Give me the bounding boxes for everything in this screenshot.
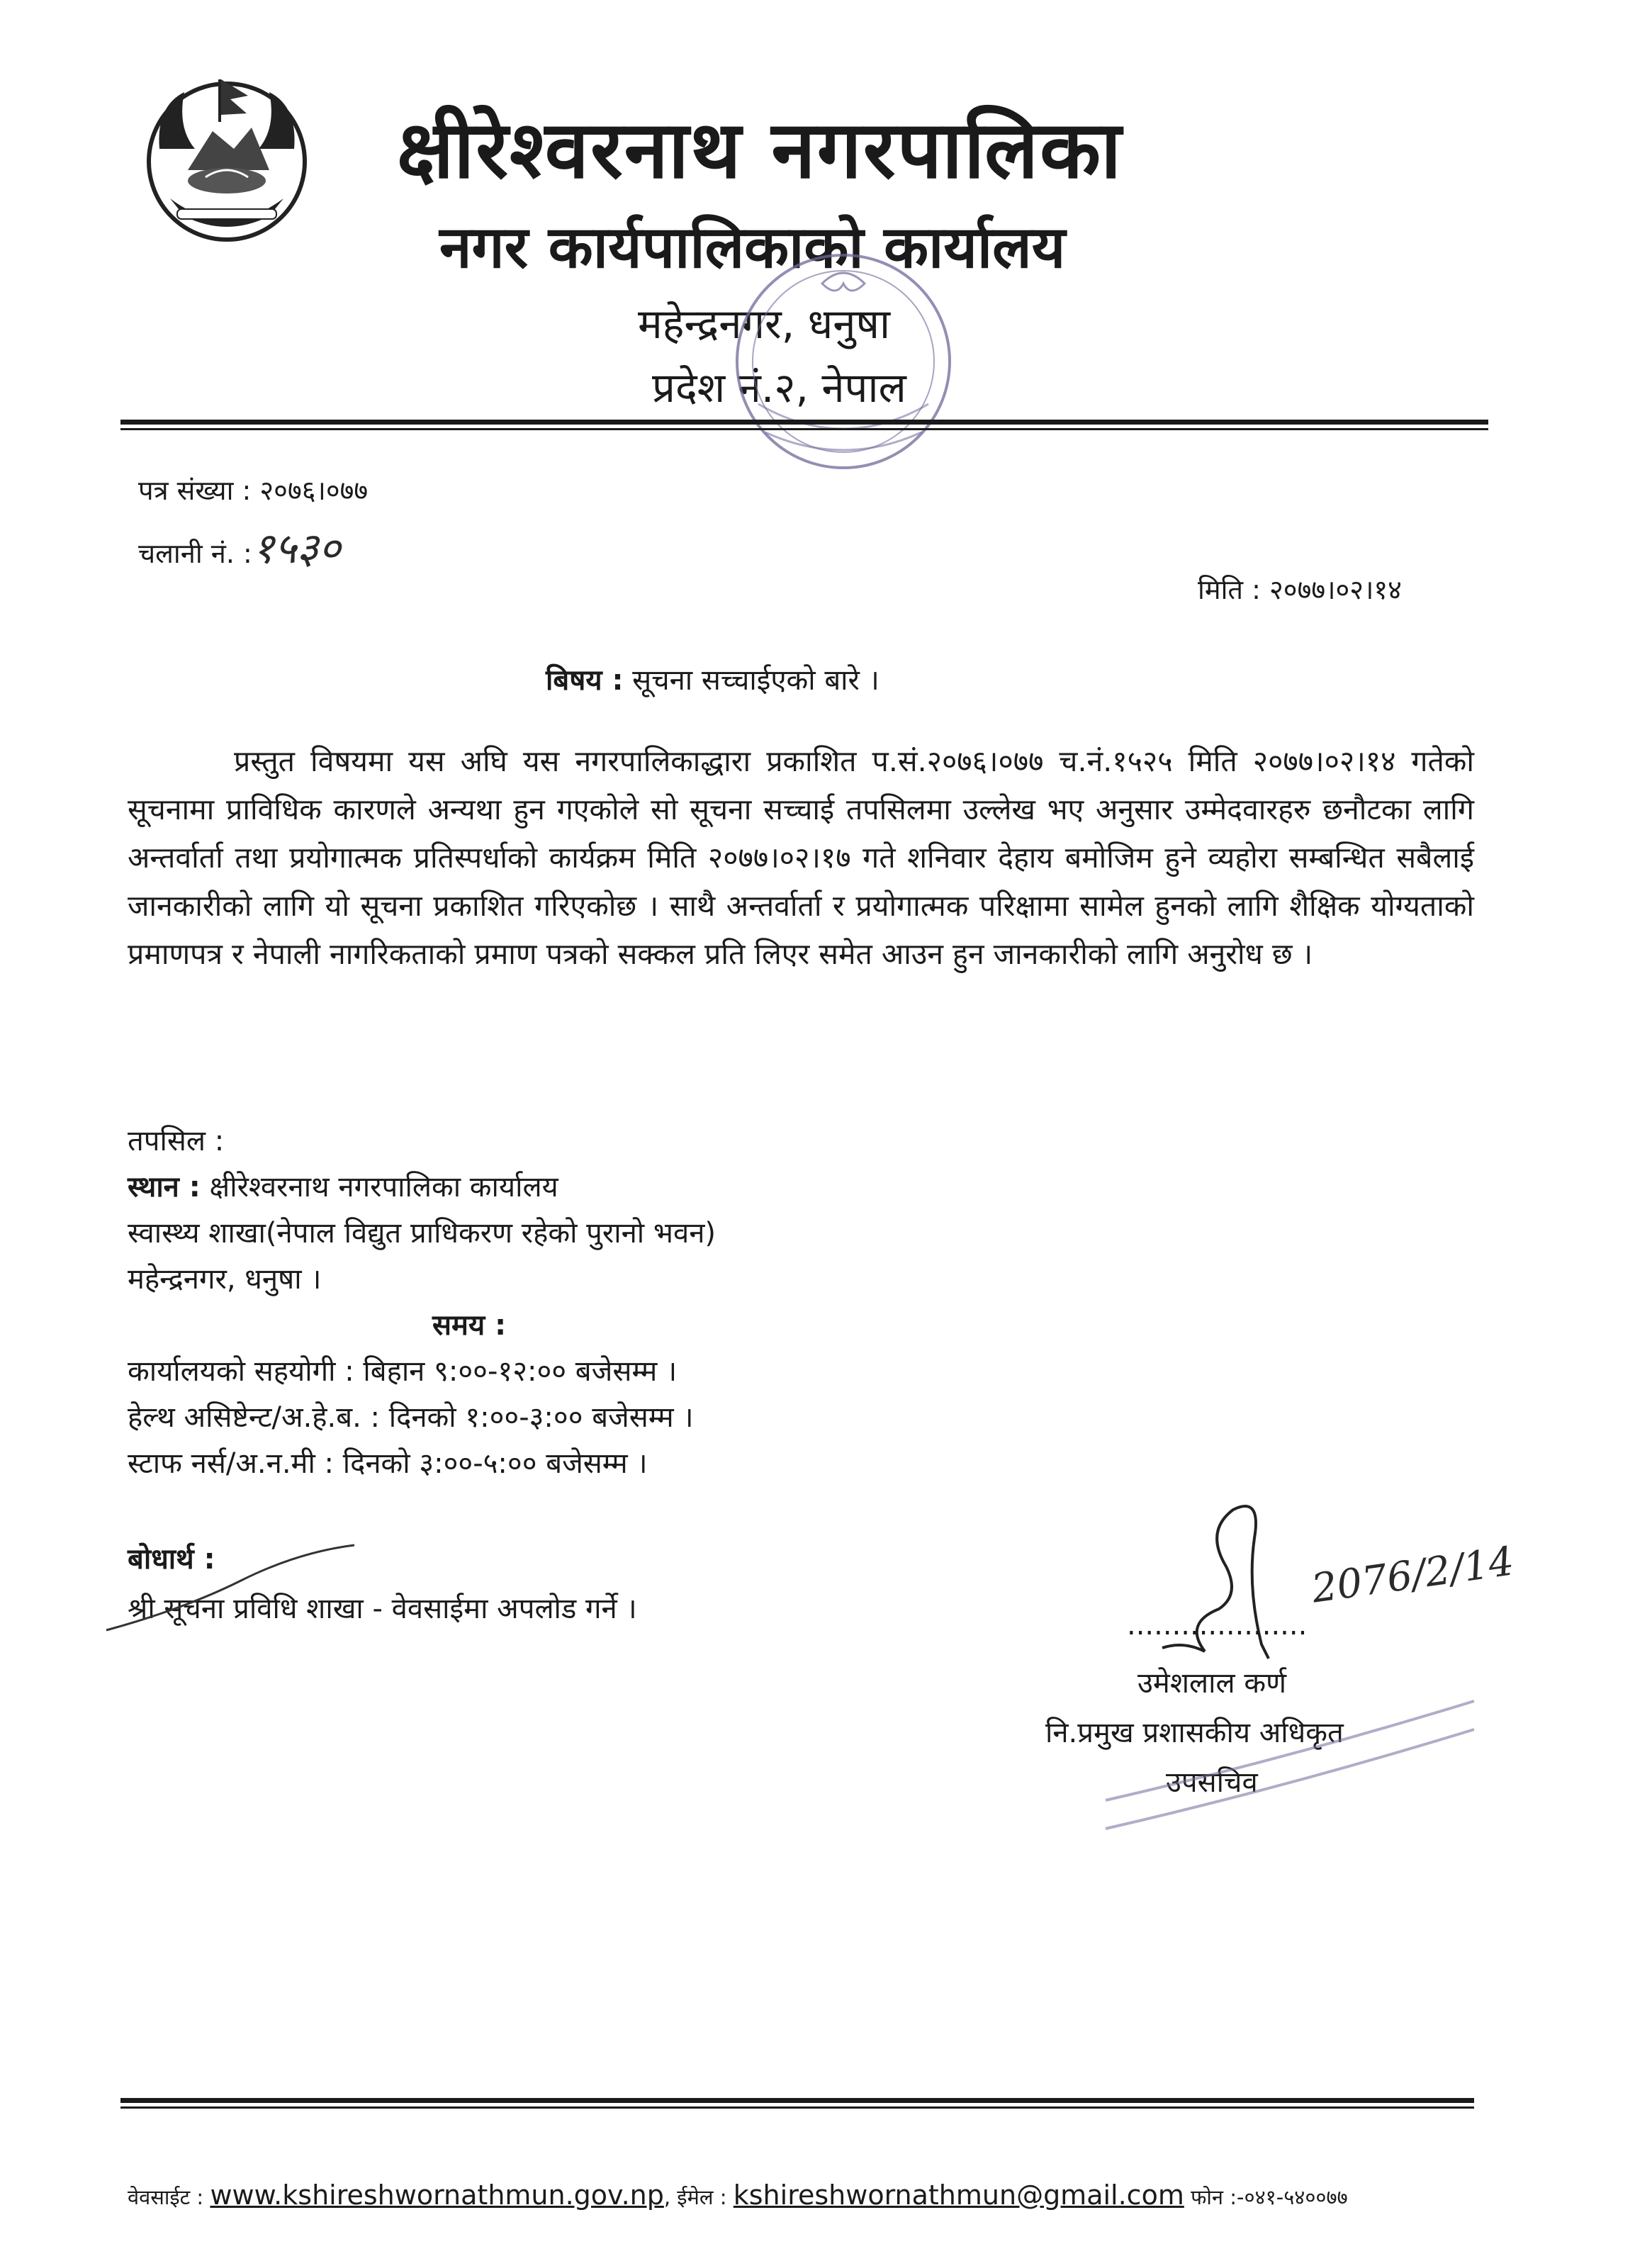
schedule-item: स्टाफ नर्स/अ.न.मी : दिनको ३:००-५:०० बजेसम्म । <box>128 1447 648 1480</box>
cc-label: बोधार्थ : <box>128 1543 215 1576</box>
dispatch-number: चलानी नं. :१५३० <box>138 524 341 573</box>
schedule-item: हेल्थ असिष्टेन्ट/अ.हे.ब. : दिनको १:००-३:०० बजेसम्म । <box>128 1401 694 1434</box>
email-link[interactable]: kshireshwornathmun@gmail.com <box>733 2179 1184 2211</box>
website-link[interactable]: www.kshireshwornathmun.gov.np <box>210 2179 664 2211</box>
address-line-1: महेन्द्रनगर, धनुषा <box>638 300 891 348</box>
office-subtitle: नगर कार्यपालिकाको कार्यालय <box>439 214 1066 281</box>
municipality-title: क्षीरेश्वरनाथ नगरपालिका <box>397 104 1123 196</box>
signatory-rank: उपसचिव <box>1166 1766 1258 1799</box>
signatory-name: उमेशलाल कर्ण <box>1137 1667 1286 1700</box>
header-divider-thin <box>120 428 1488 430</box>
pen-stroke-mark <box>99 1538 369 1644</box>
cc-line: श्री सूचना प्रविधि शाखा - वेवसाईमा अपलोड गर्ने । <box>128 1593 637 1625</box>
letter-number: पत्र संख्या : २०७६।०७७ <box>138 475 369 506</box>
address-line-2: प्रदेश नं.२, नेपाल <box>652 364 906 412</box>
notice-body: प्रस्तुत विषयमा यस अघि यस नगरपालिकाद्धारा प्रकाशित प.सं.२०७६।०७७ च.नं.१५२५ मिति २०७७।०२।१४ गतेको सूचनामा प्राविधिक कारणले अन्यथा हुन गएकोले सो सूचना सच्चाई तपसिलमा उल्लेख भए अनुसार उम्मेदवारहरु छनौटका लागि अन्तर्वार्ता तथा प्रयोगात्मक प्रतिस्पर्धाको कार्यक्रम मिति २०७७।०२।१७ गते शनिवार देहाय बमोजिम हुने व्यहोरा सम्बन्धित सबैलाई जानकारीको लागि यो सूचना प्रकाशित गरिएकोछ । साथै अन्तर्वार्ता र प्रयोगात्मक परिक्षामा सामेल हुनको लागि शैक्षिक योग्यताको प्रमाणपत्र र नेपाली नागरिकताको प्रमाण पत्रको सक्कल प्रति लिएर समेत आउन हुन जानकारीको लागि अनुरोध छ । <box>128 744 1474 971</box>
footer-divider-thick <box>120 2098 1474 2103</box>
venue-line-1: स्थान : क्षीरेश्वरनाथ नगरपालिका कार्यालय <box>128 1171 558 1204</box>
details-heading: तपसिल : <box>128 1125 225 1157</box>
signature-dots: .................... <box>1127 1609 1308 1642</box>
signatory-designation: नि.प्रमुख प्रशासकीय अधिकृत <box>1045 1717 1344 1749</box>
letter-subject: बिषय : सूचना सच्चाईएको बारे । <box>546 664 880 697</box>
venue-line-2: स्वास्थ्य शाखा(नेपाल विद्युत प्राधिकरण रहेको पुरानो भवन) <box>128 1217 717 1250</box>
letter-date: मिति : २०७७।०२।१४ <box>1198 574 1402 605</box>
schedule-item: कार्यालयको सहयोगी : बिहान ९:००-१२:०० बजेसम्म । <box>128 1355 678 1388</box>
footer-divider-thin <box>120 2106 1474 2109</box>
officer-rubber-stamp <box>1091 1659 1488 1843</box>
time-heading: समय : <box>432 1309 507 1342</box>
venue-line-3: महेन्द्रनगर, धनुषा । <box>128 1263 322 1296</box>
handwritten-dispatch-number: १५३० <box>252 524 341 573</box>
footer-contact: वेवसाईट : www.kshireshwornathmun.gov.np, ईमेल : kshireshwornathmun@gmail.com फोन :-०४१-५४००७७ <box>128 2179 1348 2211</box>
nepal-emblem-logo <box>128 64 326 248</box>
header-divider-thick <box>120 420 1488 425</box>
office-seal-stamp <box>716 241 971 482</box>
handwritten-signature-date: 2076/2/14 <box>1308 1538 1517 1612</box>
